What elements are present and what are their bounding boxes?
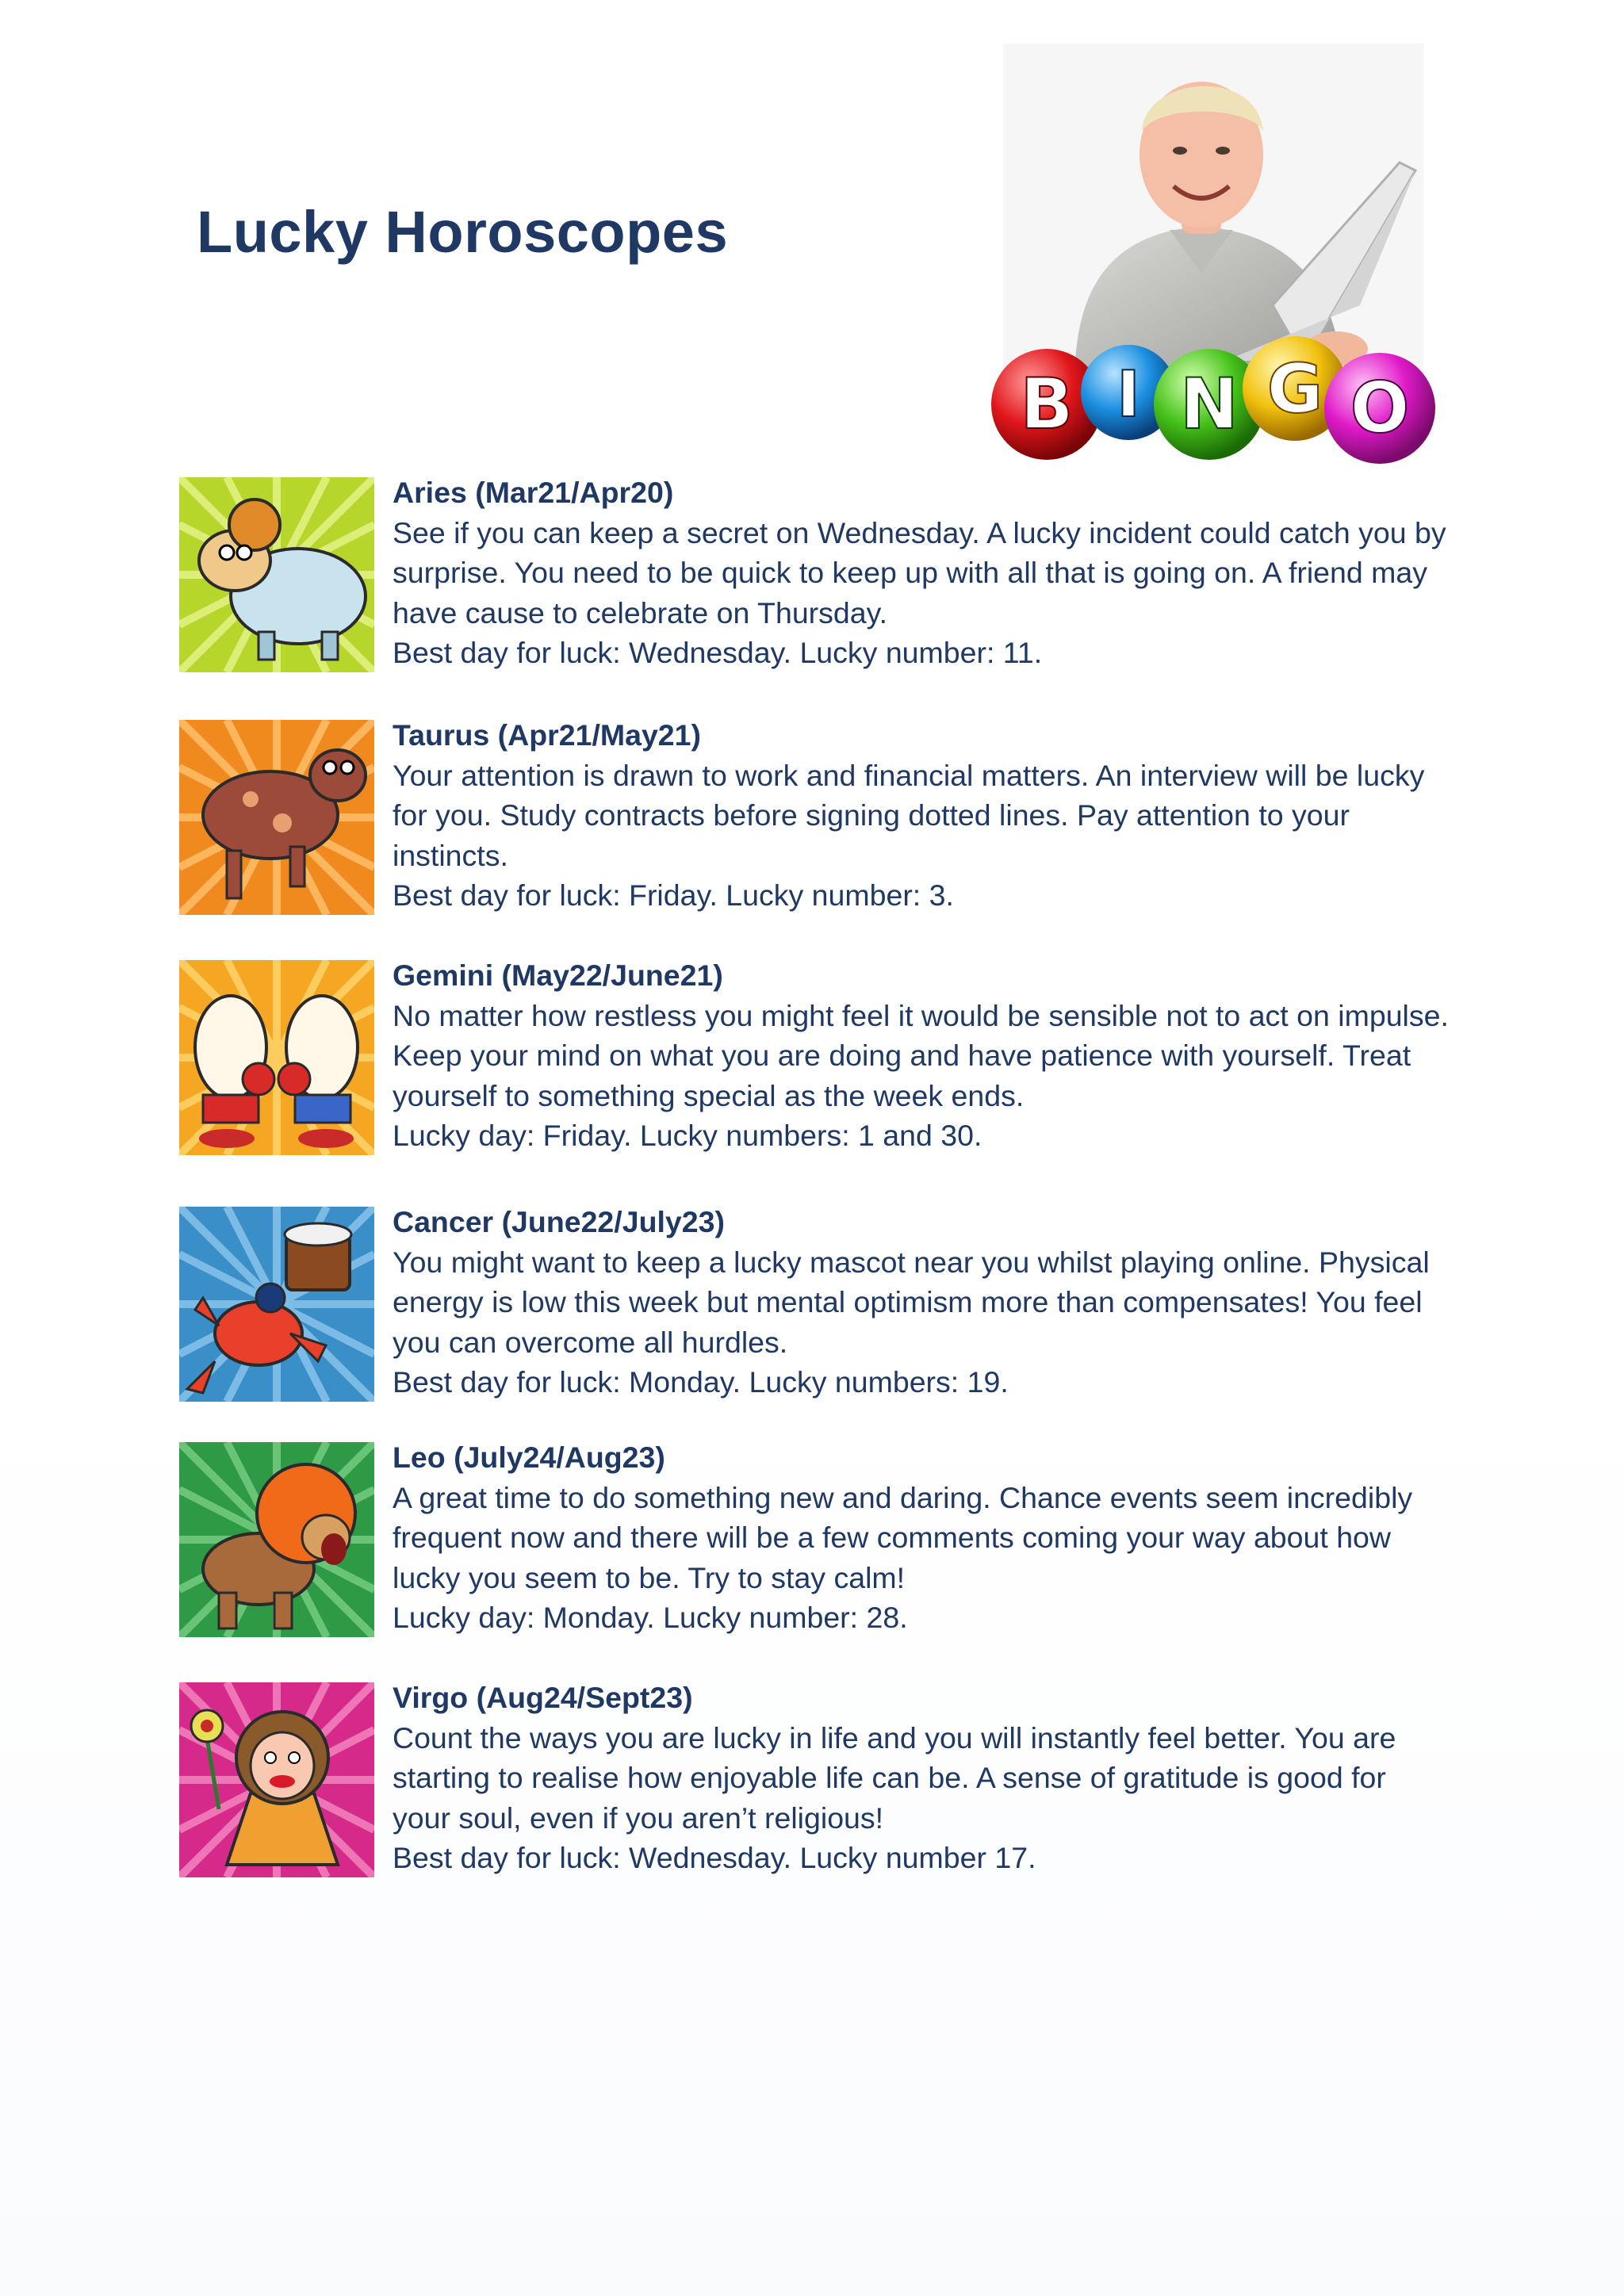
- horoscope-text: [393, 1442, 1451, 1638]
- horoscope-entry-virgo: [179, 1682, 1448, 1881]
- horoscope-text: [393, 1682, 1451, 1878]
- sign-heading: Cancer (June22/July23): [393, 1205, 725, 1238]
- horoscope-text: [393, 720, 1451, 916]
- sign-forecast: You might want to keep a lucky mascot near you whilst playing online. Physical energy is low this week but mental optimism more than compensates! You feel you can overcome all hurdles.: [393, 1245, 1430, 1359]
- sign-heading: Gemini (May22/June21): [393, 959, 723, 992]
- svg-text:N: N: [1180, 363, 1239, 445]
- horoscope-entry-cancer: [179, 1207, 1448, 1405]
- taurus-bull-icon: [179, 720, 374, 915]
- svg-text:G: G: [1266, 350, 1323, 429]
- sign-forecast: No matter how restless you might feel it would be sensible not to act on impulse. Keep your mind on what you are doing and have patience with yourself. Treat yourself to something special as the week ends.: [393, 998, 1449, 1112]
- sign-lucky-info: Lucky day: Friday. Lucky numbers: 1 and 30.: [393, 1119, 982, 1152]
- sign-heading: Virgo (Aug24/Sept23): [393, 1681, 693, 1714]
- sign-forecast: See if you can keep a secret on Wednesday. A lucky incident could catch you by surprise. You need to be quick to keep up with all that is going on. A friend may have cause to celebrate on Thursday.: [393, 515, 1446, 629]
- page-title: Lucky Horoscopes: [197, 199, 729, 265]
- leo-lion-icon: [179, 1442, 374, 1637]
- horoscope-entry-taurus: [179, 720, 1448, 918]
- horoscope-entry-aries: [179, 477, 1448, 675]
- sign-lucky-info: Best day for luck: Wednesday. Lucky number: 11.: [393, 636, 1043, 669]
- horoscope-text: [393, 477, 1451, 673]
- aries-ram-icon: [179, 477, 374, 672]
- sign-heading: Leo (July24/Aug23): [393, 1441, 665, 1474]
- horoscope-entry-gemini: [179, 960, 1448, 1158]
- horoscope-text: [393, 960, 1451, 1156]
- sign-forecast: A great time to do something new and daring. Chance events seem incredibly frequent now and there will be a few comments coming your way about how lucky you seem to be. Try to stay calm!: [393, 1480, 1413, 1594]
- sign-heading: Aries (Mar21/Apr20): [393, 476, 674, 509]
- horoscope-entry-leo: [179, 1442, 1448, 1640]
- virgo-maiden-icon: [179, 1682, 374, 1877]
- gemini-twins-icon: [179, 960, 374, 1155]
- sign-lucky-info: Lucky day: Monday. Lucky number: 28.: [393, 1601, 908, 1634]
- horoscope-text: [393, 1207, 1451, 1402]
- sign-lucky-info: Best day for luck: Monday. Lucky numbers: 19.: [393, 1365, 1009, 1399]
- hero-image: [987, 44, 1447, 488]
- sign-forecast: Your attention is drawn to work and financial matters. An interview will be lucky for you. Study contracts before signing dotted lines. Pay attention to your instincts.: [393, 758, 1425, 872]
- svg-text:O: O: [1350, 367, 1410, 449]
- sign-lucky-info: Best day for luck: Friday. Lucky number: 3.: [393, 878, 954, 912]
- sign-forecast: Count the ways you are lucky in life and you will instantly feel better. You are starting to realise how enjoyable life can be. A sense of gratitude is good for your soul, even if you aren’t religious!: [393, 1720, 1396, 1835]
- cancer-crab-icon: [179, 1207, 374, 1402]
- sign-lucky-info: Best day for luck: Wednesday. Lucky number 17.: [393, 1841, 1036, 1874]
- svg-text:B: B: [1020, 363, 1074, 445]
- svg-text:I: I: [1116, 358, 1140, 431]
- sign-heading: Taurus (Apr21/May21): [393, 718, 702, 752]
